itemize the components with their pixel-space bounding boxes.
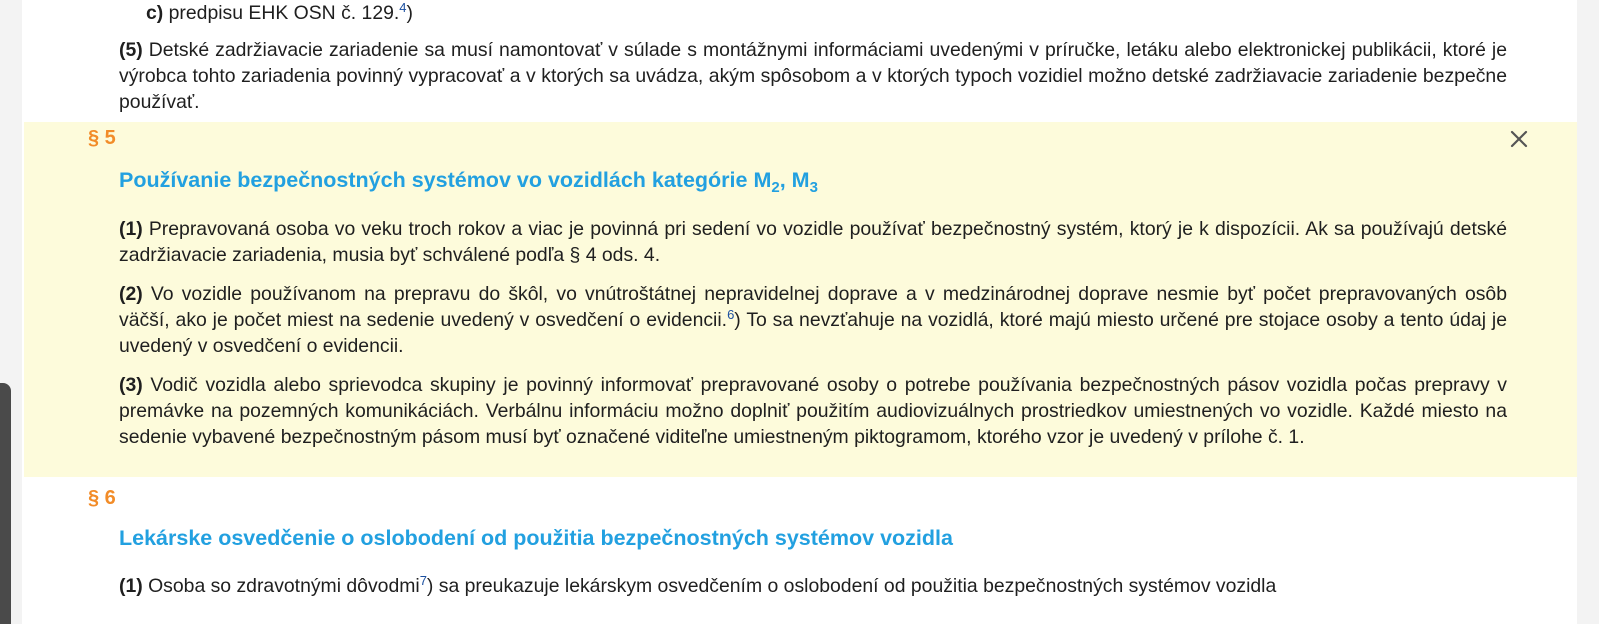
footnote-close: ) <box>406 2 413 24</box>
paragraph-text: Prepravovaná osoba vo veku troch rokov a viac je povinná pri sedení vo vozidle používať bezpečnostný systém, ktorý je k dispozícii. Ak sa používajú detské zadržiavacie zariadenia, musia byť schválené podľa § 4 ods. 4. <box>119 218 1508 266</box>
paragraph-text: To sa nevzťahuje na vozidlá, ktoré majú miesto určené pre stojace osoby a tento údaj je uvedený v osvedčení o evidencii. <box>119 309 1507 357</box>
paragraph-text: Vo vozidle používanom na prepravu do škôl, vo vnútroštátnej nepravidelnej doprave a v medzinárodnej doprave nesmie byť počet prepravovaných osôb väčší, ako je počet miest na sedenie uvedený v osvedčení o evidencii. <box>119 283 1507 331</box>
footnote-link-7[interactable]: 7 <box>419 573 427 588</box>
subscript-2: 2 <box>771 179 780 196</box>
section-title-separator: , M <box>779 168 810 192</box>
footnote-link-4[interactable]: 4 <box>399 0 407 15</box>
paragraph-text: Osoba so zdravotnými dôvodmi <box>148 575 420 597</box>
section-5-paragraph-2 <box>119 281 1507 359</box>
paragraph-number: (5) <box>119 39 143 61</box>
close-button[interactable] <box>1508 128 1530 150</box>
section-title-text: Používanie bezpečnostných systémov vo vozidlách kategórie M <box>119 168 772 192</box>
section-5-paragraph-3 <box>119 372 1507 450</box>
right-edge <box>1577 0 1599 624</box>
section-5-number: § 5 <box>88 127 116 149</box>
list-item-label: c) <box>146 2 164 24</box>
section-6-title: Lekárske osvedčenie o oslobodení od použitia bezpečnostných systémov vozidla <box>119 526 953 550</box>
paragraph-text: Detské zadržiavacie zariadenie sa musí namontovať v súlade s montážnymi informáciami uvedenými v príručke, letáku alebo elektronickej publikácii, ktoré je výrobca tohto zariadenia povinný vypracovať a v ktorých sa uvádza, akým spôsobom a v ktorých typoch vozidiel možno detské zadržiavacie zariadenie bezpečne používať. <box>119 39 1508 113</box>
section-5-paragraph-1 <box>119 216 1507 268</box>
paragraph-number: (2) <box>119 283 143 305</box>
section-6-paragraph-1 <box>119 573 1507 599</box>
paragraph-number: (1) <box>119 575 143 597</box>
section-6-number: § 6 <box>88 487 116 509</box>
paragraph-text: Vodič vozidla alebo sprievodca skupiny je povinný informovať prepravované osoby o potrebe používania bezpečnostných pásov vozidla počas prepravy v premávke na pozemných komunikáciách. Verbálnu informáciu možno doplniť použitím audiovizuálnych prostriedkov umiestnených vo vozidle. Každé miesto na sedenie vybavené bezpečnostným pásom musí byť označené viditeľne umiestneným piktogramom, ktorého vzor je uvedený v prílohe č. 1. <box>119 374 1507 448</box>
footnote-link-6[interactable]: 6 <box>727 307 735 322</box>
subscript-3: 3 <box>809 179 818 196</box>
paragraph-number: (3) <box>119 374 143 396</box>
paragraph-5 <box>119 37 1507 115</box>
list-item-text: predpisu EHK OSN č. 129. <box>168 2 400 24</box>
list-item-c <box>146 0 413 26</box>
document-page <box>24 0 1577 624</box>
footnote-close: ) <box>734 309 741 331</box>
section-5-title <box>119 168 818 196</box>
scroll-handle[interactable] <box>0 383 11 624</box>
paragraph-text: sa preukazuje lekárskym osvedčením o oslobodení od použitia bezpečnostných systémov vozidla <box>438 575 1277 597</box>
footnote-close: ) <box>426 575 434 597</box>
close-x-icon <box>1508 128 1530 150</box>
paragraph-number: (1) <box>119 218 143 240</box>
